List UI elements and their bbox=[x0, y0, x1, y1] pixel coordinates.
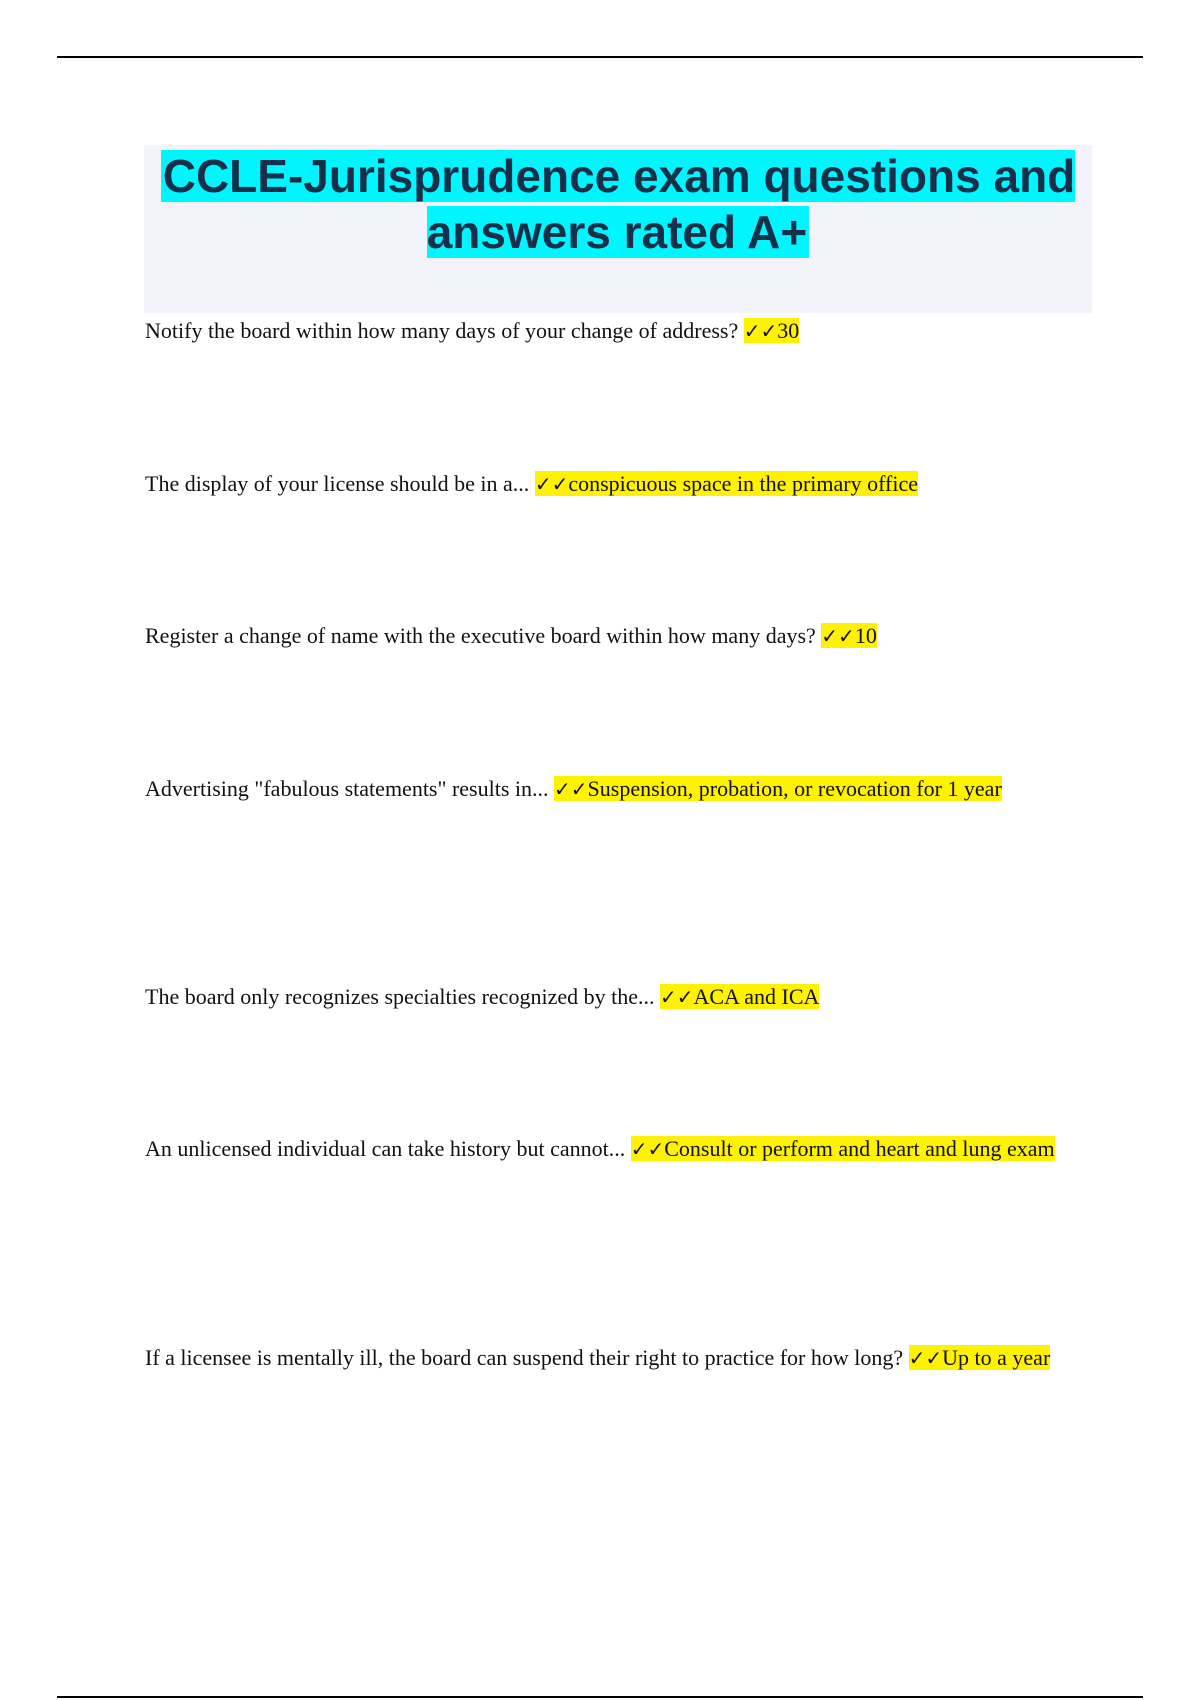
double-check-icon: ✓✓ bbox=[630, 1137, 665, 1161]
answer-highlight bbox=[744, 318, 800, 343]
question-text: Notify the board within how many days of your change of address? bbox=[145, 318, 744, 343]
answer-text: ACA and ICA bbox=[693, 984, 820, 1009]
answer-highlight bbox=[909, 1345, 1051, 1370]
answer-highlight bbox=[535, 471, 918, 496]
double-check-icon: ✓✓ bbox=[659, 985, 694, 1009]
bottom-rule bbox=[57, 1696, 1143, 1698]
answer-highlight bbox=[821, 623, 877, 648]
top-rule bbox=[57, 56, 1143, 58]
question-text: Register a change of name with the executive board within how many days? bbox=[145, 623, 822, 648]
question-text: If a licensee is mentally ill, the board can suspend their right to practice for how long? bbox=[145, 1345, 909, 1370]
document-title bbox=[144, 145, 1092, 260]
question-text: The board only recognizes specialties recognized by the... bbox=[145, 984, 660, 1009]
qa-item bbox=[145, 966, 1090, 1028]
answer-text: 30 bbox=[777, 318, 800, 343]
answer-text: Consult or perform and heart and lung exam bbox=[664, 1136, 1055, 1161]
answer-highlight bbox=[660, 984, 819, 1009]
title-banner bbox=[144, 145, 1092, 313]
answer-highlight bbox=[554, 776, 1002, 801]
double-check-icon: ✓✓ bbox=[908, 1346, 943, 1370]
qa-item bbox=[145, 758, 1090, 820]
answer-text: Up to a year bbox=[942, 1345, 1051, 1370]
answer-highlight bbox=[631, 1136, 1055, 1161]
qa-item bbox=[145, 453, 1090, 515]
qa-item bbox=[145, 1327, 1090, 1389]
question-text: Advertising "fabulous statements" results in... bbox=[145, 776, 555, 801]
answer-text: Suspension, probation, or revocation for 1 year bbox=[587, 776, 1002, 801]
double-check-icon: ✓✓ bbox=[554, 777, 588, 801]
question-text: An unlicensed individual can take history but cannot... bbox=[145, 1136, 631, 1161]
answer-text: conspicuous space in the primary office bbox=[568, 471, 918, 496]
document-title-text: CCLE-Jurisprudence exam questions and answers rated A+ bbox=[162, 150, 1076, 258]
question-text: The display of your license should be in a... bbox=[145, 471, 535, 496]
qa-item bbox=[145, 1118, 1090, 1180]
qa-item bbox=[145, 300, 1090, 362]
answer-text: 10 bbox=[854, 623, 877, 648]
qa-item bbox=[145, 605, 1090, 667]
double-check-icon: ✓✓ bbox=[821, 624, 855, 648]
double-check-icon: ✓✓ bbox=[743, 319, 778, 343]
double-check-icon: ✓✓ bbox=[534, 472, 569, 496]
